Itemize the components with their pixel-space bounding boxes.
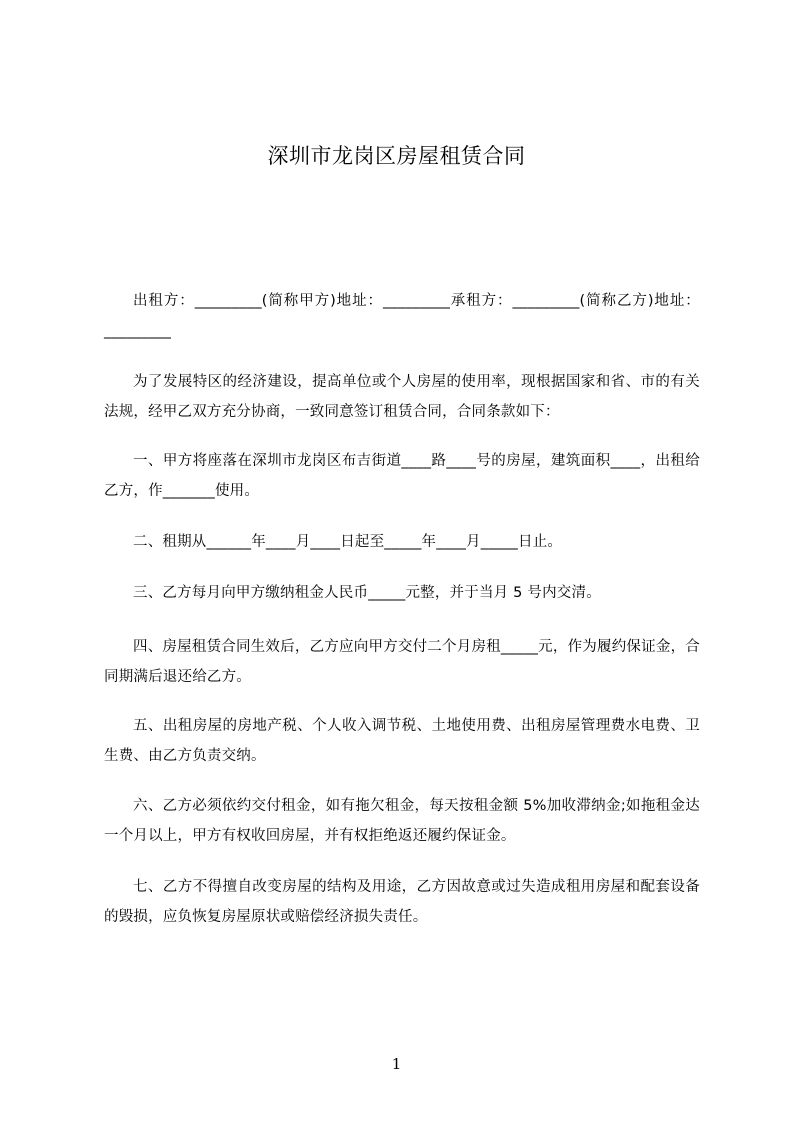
paragraph-clause-6: 六、乙方必须依约交付租金，如有拖欠租金，每天按租金额 5%加收滞纳金;如拖租金达一个月以上，甲方有权收回房屋，并有权拒绝返还履约保证金。 xyxy=(104,798,700,844)
paragraph-clause-4: 四、房屋租赁合同生效后，乙方应向甲方交付二个月房租_____元，作为履约保证金，合同期满后退还给乙方。 xyxy=(104,639,700,685)
page-number: 1 xyxy=(391,1055,402,1073)
paragraph-clause-1: 一、甲方将座落在深圳市龙岗区布吉街道____路____号的房屋，建筑面积____，出租给乙方，作_______使用。 xyxy=(104,453,700,499)
paragraph-clause-2: 二、租期从______年____月____日起至_____年____月_____日止。 xyxy=(133,534,563,550)
paragraph-clause-3: 三、乙方每月向甲方缴纳租金人民币_____元整，并于当月 5 号内交清。 xyxy=(133,585,601,601)
paragraph-clause-7: 七、乙方不得擅自改变房屋的结构及用途，乙方因故意或过失造成租用房屋和配套设备的毁损，应负恢复房屋原状或赔偿经济损失责任。 xyxy=(104,879,700,925)
paragraph-preamble: 为了发展特区的经济建设，提高单位或个人房屋的使用率，现根据国家和省、市的有关法规，经甲乙双方充分协商，一致同意签订租赁合同，合同条款如下： xyxy=(104,374,700,420)
document-title: 深圳市龙岗区房屋租赁合同 xyxy=(267,144,526,168)
paragraph-clause-5: 五、出租房屋的房地产税、个人收入调节税、土地使用费、出租房屋管理费水电费、卫生费、由乙方负责交纳。 xyxy=(104,718,700,764)
paragraph-parties: 出租方：_________(简称甲方)地址：_________承租方：_________(简称乙方)地址：_________ xyxy=(104,293,700,339)
